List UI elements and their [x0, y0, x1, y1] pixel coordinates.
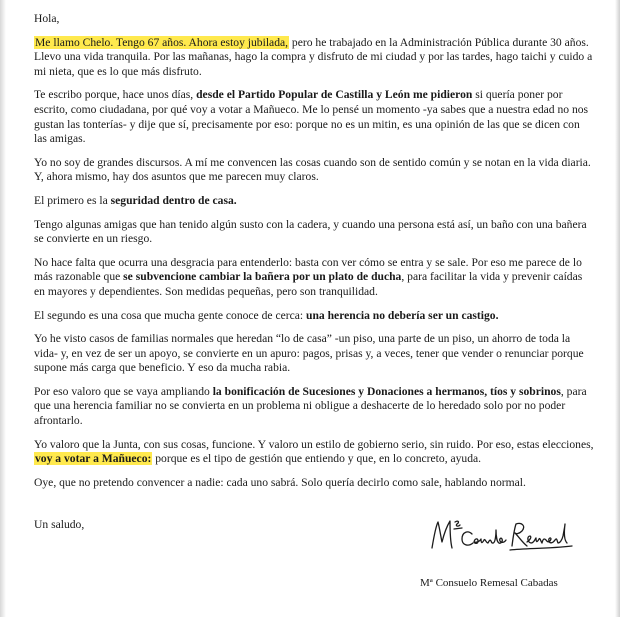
- paragraph-inheritance: Yo he visto casos de familias normales que heredan “lo de casa” -un piso, una parte de un piso, un ahorro de toda la vida- y, en vez de ser un apoyo, se convierte en un apuro: pagos, prisas y, a veces, tener que vender o renunciar porque supone más carga que beneficio. Y eso da mucha rabia.: [34, 332, 584, 375]
- vote-text-c: porque es el tipo de gestión que entiendo y que, en lo concreto, ayuda.: [152, 452, 482, 466]
- bathtub-text-c: , para facilitar la vida y prevenir caídas en mayores y dependientes. Son medidas pequeñas, pero son tranquilidad.: [34, 270, 583, 298]
- bathtub-bold: se subvencione cambiar la bañera por un plato de ducha: [123, 270, 402, 284]
- paragraph-intro: [34, 36, 594, 80]
- paragraph-friends: Tengo algunas amigas que han tenido algún susto con la cadera, y cuando una persona está así, un baño con una bañera se convierte en un riesgo.: [34, 217, 587, 246]
- signer-name: Mª Consuelo Remesal Cabadas: [420, 577, 558, 589]
- signature-block: [0, 512, 620, 612]
- second-topic-text: El segundo es una cosa que mucha gente conoce de cerca:: [34, 308, 307, 322]
- paragraph-bathtub: [34, 256, 594, 300]
- vote-text-a: Yo valoro que la Junta, con sus cosas, funcione. Y valoro un estilo de gobierno serio, sin ruido. Por eso, estas elecciones,: [34, 437, 594, 451]
- paragraph-first-topic: [34, 194, 594, 209]
- paragraph-reason: [34, 88, 594, 146]
- reason-text-a: Te escribo porque, hace unos días,: [34, 88, 197, 102]
- vote-highlight: voy a votar a Mañueco:: [35, 452, 152, 466]
- first-topic-text: El primero es la: [34, 193, 111, 207]
- bonus-text-a: Por eso valoro que se vaya ampliando: [34, 384, 213, 398]
- intro-rest: pero he trabajado en la Administración Pública durante 30 años. Llevo una vida tranquila. Por las mañanas, hago la compra y disfruto de mi ciudad y por las tardes, hago taichi y cuido a mi nieta, que es lo que más disfruto.: [34, 35, 593, 78]
- bonus-bold: la bonificación de Sucesiones y Donaciones a hermanos, tíos y sobrinos: [212, 384, 561, 398]
- paragraph-bonus: [34, 385, 594, 429]
- paragraph-common-sense: Yo no soy de grandes discursos. A mí me convencen las cosas cuando son de sentido común y se notan en la vida diaria. Y, ahora mismo, hay dos asuntos que me parecen muy claros.: [34, 155, 591, 184]
- highlight-intro: Me llamo Chelo. Tengo 67 años. Ahora estoy jubilada,: [35, 35, 289, 49]
- first-topic-bold: seguridad dentro de casa.: [110, 193, 237, 207]
- reason-bold: desde el Partido Popular de Castilla y León me pidieron: [196, 88, 473, 102]
- paragraph-vote: [34, 438, 594, 467]
- bathtub-text-a: No hace falta que ocurra una desgracia para entenderlo: basta con ver cómo se entra y se sale. Por eso me parece de lo más razonable que: [34, 255, 582, 284]
- paragraph-second-topic: [34, 309, 594, 324]
- closing: Un saludo,: [34, 518, 85, 531]
- paragraph-closing-remark: Oye, que no pretendo convencer a nadie: cada uno sabrá. Solo quería decirlo como sale, hablando normal.: [34, 475, 526, 489]
- handwritten-signature: [426, 512, 576, 560]
- greeting: Hola,: [34, 12, 60, 25]
- reason-text-c: si quería poner por escrito, como ciudadana, por qué voy a votar a Mañueco. Me lo pensé un momento -ya sabes que a nuestra edad no nos gustan las tonterías- y dije que sí, precisamente por eso: porque no es un mitin, es una opinión de las que se dicen con las amigas.: [34, 88, 589, 146]
- second-topic-bold: una herencia no debería ser un castigo.: [306, 308, 499, 322]
- bonus-text-c: , para que una herencia familiar no se convierta en un problema ni obligue a deshacerte de lo heredado solo por no poder afrontarlo.: [34, 384, 587, 428]
